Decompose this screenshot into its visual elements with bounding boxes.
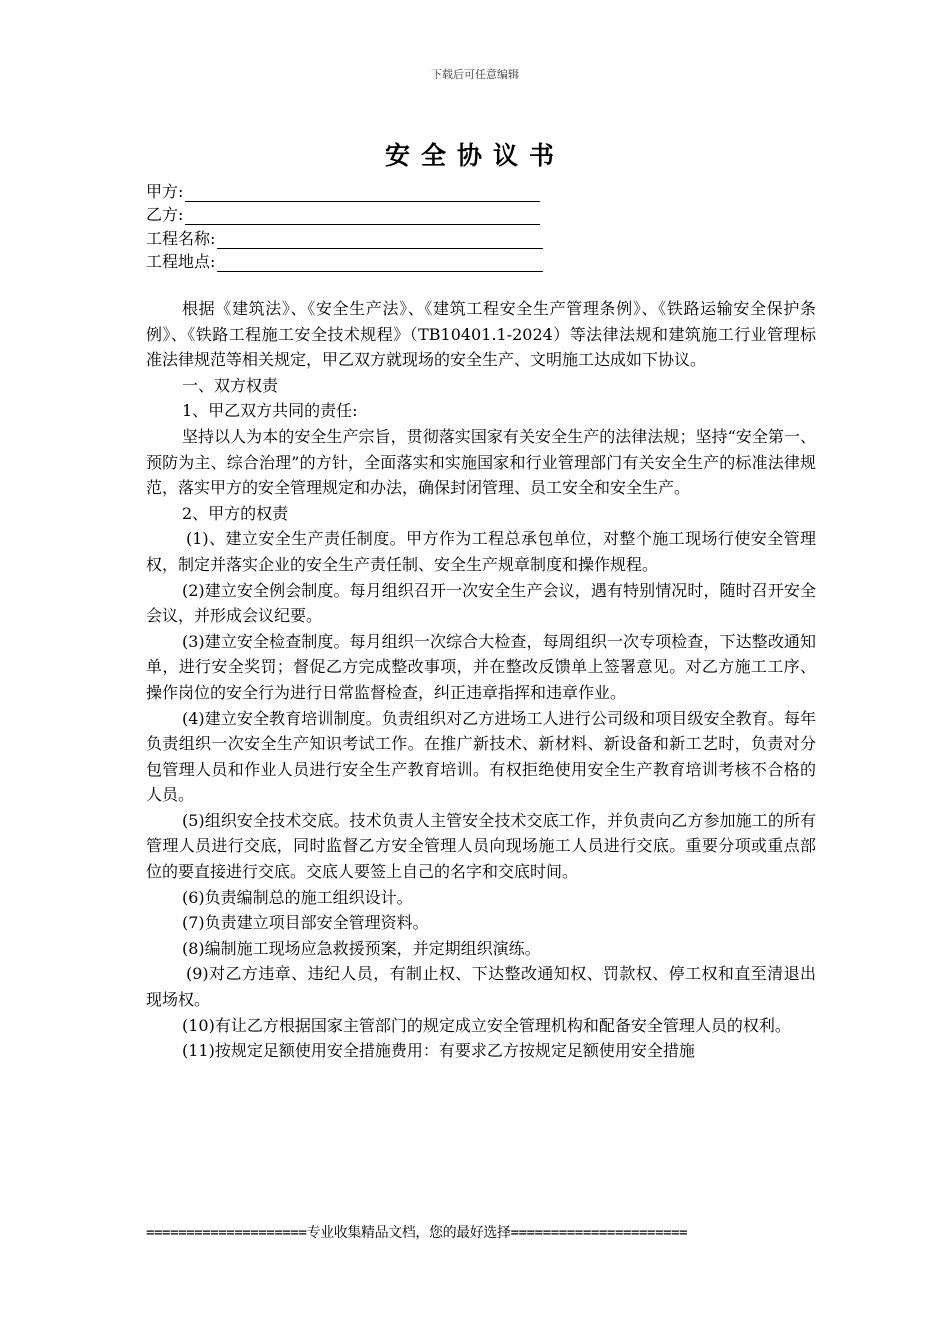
agreement-body (146, 296, 816, 1064)
document-title: 安全协议书 (384, 141, 565, 170)
clause-item: (8)编制施工现场应急救援预案，并定期组织演练。 (182, 938, 541, 958)
clause-item: (11)按规定足额使用安全措施费用：有要求乙方按规定足额使用安全措施 (182, 1041, 695, 1061)
clause-item: (2)建立安全例会制度。每月组织召开一次安全生产会议，遇有特别情况时，随时召开安全会议，并形成会议纪要。 (146, 580, 816, 626)
field-label: 工程地点: (146, 252, 216, 271)
subsection-heading: 2、甲方的权责 (182, 503, 289, 523)
party-fields (146, 178, 543, 272)
field-party-a (146, 178, 543, 202)
page-footer: ====================专业收集精品文档，您的最好选择====================== (146, 1225, 688, 1241)
blank-line[interactable] (217, 257, 543, 272)
clause-item: (1)、建立安全生产责任制度。甲方作为工程总承包单位，对整个施工现场行使安全管理权，制定并落实企业的安全生产责任制、安全生产规章制度和操作规程。 (146, 529, 816, 574)
field-label: 乙方: (146, 205, 184, 224)
blank-line[interactable] (185, 187, 540, 202)
clause-item: (9)对乙方违章、违纪人员，有制止权、下达整改通知权、罚款权、停工权和直至清退出现场权。 (146, 964, 816, 1010)
clause-item: (5)组织安全技术交底。技术负责人主管安全技术交底工作，并负责向乙方参加施工的所有管理人员进行交底，同时监督乙方安全管理人员向现场施工人员进行交底。重要分项或重点部位的要直接进行交底。交底人要签上自己的名字和交底时间。 (146, 810, 816, 882)
paragraph: 坚持以人为本的安全生产宗旨，贯彻落实国家有关安全生产的法律法规；坚持“安全第一、预防为主、综合治理”的方针，全面落实和实施国家和行业管理部门有关安全生产的标准法律规范，落实甲方的安全管理规定和办法，确保封闭管理、员工安全和安全生产。 (146, 426, 816, 498)
page-header: 下载后可任意编辑 (431, 68, 519, 81)
field-party-b (146, 202, 543, 226)
clause-item: (4)建立安全教育培训制度。负责组织对乙方进场工人进行公司级和项目级安全教育。每年负责组织一次安全生产知识考试工作。在推广新技术、新材料、新设备和新工艺时，负责对分包管理人员和作业人员进行安全生产教育培训。有权拒绝使用安全生产教育培训考核不合格的人员。 (146, 708, 816, 805)
subsection-heading: 1、甲乙双方共同的责任: (182, 401, 358, 421)
clause-item: (3)建立安全检查制度。每月组织一次综合大检查，每周组织一次专项检查，下达整改通知单，进行安全奖罚；督促乙方完成整改事项，并在整改反馈单上签署意见。对乙方施工工序、操作岗位的安全行为进行日常监督检查，纠正违章指挥和违章作业。 (146, 631, 816, 702)
field-project-name (146, 225, 543, 249)
clause-item: (10)有让乙方根据国家主管部门的规定成立安全管理机构和配备安全管理人员的权利。 (182, 1015, 791, 1035)
clause-item: (6)负责编制总的施工组织设计。 (182, 887, 413, 907)
blank-line[interactable] (185, 210, 540, 225)
field-label: 工程名称: (146, 228, 216, 248)
blank-line[interactable] (217, 234, 543, 249)
clause-item: (7)负责建立项目部安全管理资料。 (182, 913, 429, 933)
field-label: 甲方: (146, 181, 184, 201)
section-heading: 一、双方权责 (182, 375, 279, 395)
intro-paragraph: 根据《建筑法》、《安全生产法》、《建筑工程安全生产管理条例》、《铁路运输安全保护条例》、《铁路工程施工安全技术规程》（TB10401.1-2024）等法律法规和建筑施工行业管理标准法律规范等相关规定，甲乙双方就现场的安全生产、文明施工达成如下协议。 (146, 299, 816, 370)
field-project-location (146, 249, 543, 273)
